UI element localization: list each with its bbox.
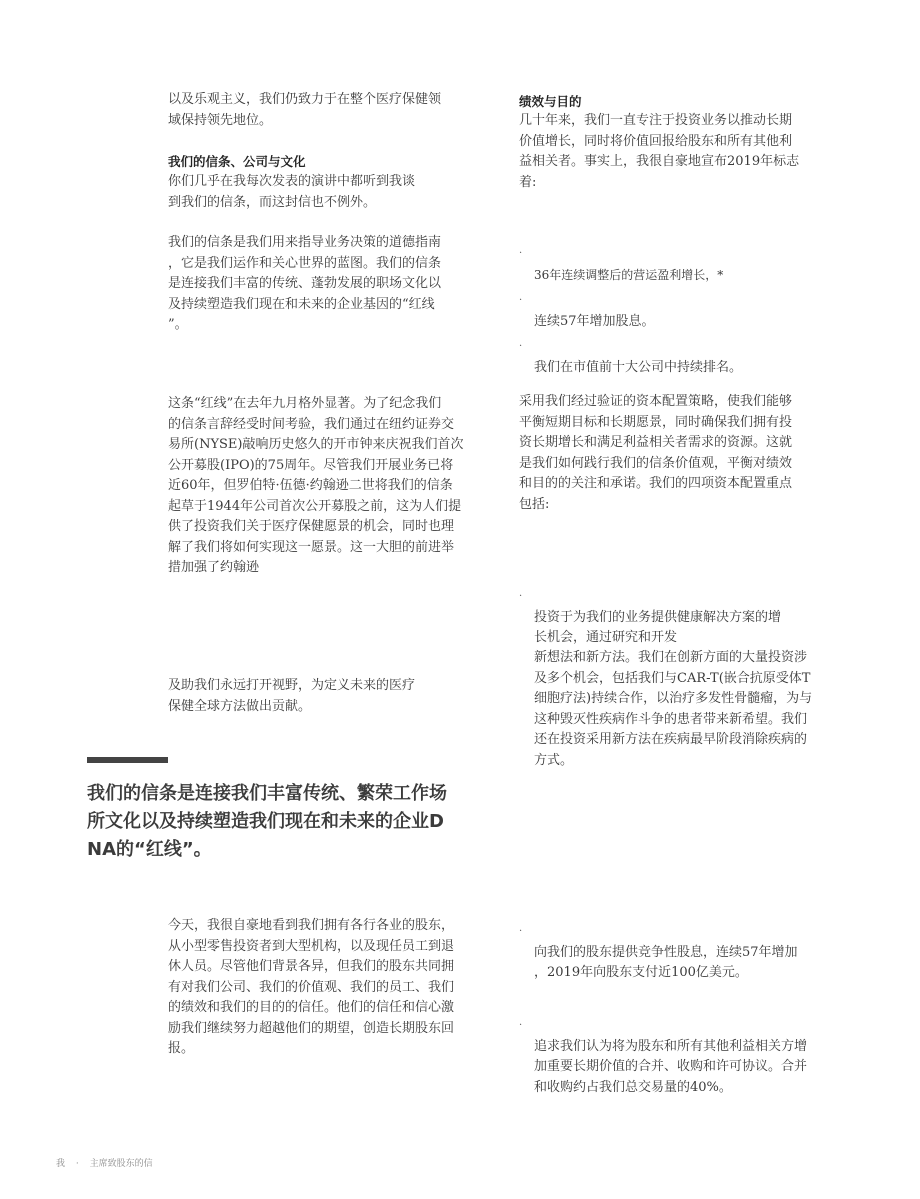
- pull-quote: 我们的信条是连接我们丰富传统、繁荣工作场 所文化以及持续塑造我们现在和未来的企业D NA的“红线”。: [87, 783, 447, 860]
- footer-section-title: 主席致股东的信: [89, 1159, 153, 1169]
- intro-paragraph: 以及乐观主义，我们仍致力于在整个医疗保健领 域保持领先地位。: [168, 92, 442, 128]
- shareholders-paragraph: 今天，我很自豪地看到我们拥有各行各业的股东， 从小型零售投资者到大型机构，以及现任员工到退 休人员。尽管他们背景各异，但我们的股东共同拥 有对我们公司、我们的价值观、我们的员工、我们 的绩效和我们的目的的信任。他们的信任和信心激 励我们继续努力超越他们的期望，创造长期股东回 报。: [168, 918, 455, 1056]
- bullet-icon: ·: [519, 295, 523, 306]
- pull-quote-rule: [87, 757, 168, 763]
- red-line-paragraph: 这条“红线”在去年九月格外显著。为了纪念我们 的信条言辞经受时间考验，我们通过在纽约证券交 易所(NYSE)敲响历史悠久的开市钟来庆祝我们首次 公开募股(IPO)的75周年。尽管我们开展业务已将 近60年，但罗伯特·伍德·约翰逊二世将我们的信条 起草于1944年公司首次公开募股之前，这为人们提 供了投资我们关于医疗保健愿景的机会，同时也理 解了我们将如何实现这一愿景。这一大胆的前进举 措加强了约翰逊: [168, 396, 464, 575]
- credo-heading: 我们的信条、公司与文化: [168, 154, 306, 169]
- footer-page-marker: 我: [56, 1159, 66, 1169]
- bullet-icon: ·: [519, 341, 523, 352]
- bullet-icon: ·: [519, 1020, 523, 1031]
- list-item-text: 投资于为我们的业务提供健康解决方案的增 长机会，通过研究和开发: [534, 609, 782, 645]
- bullet-icon: ·: [519, 926, 523, 937]
- credo-paragraph-1: 你们几乎在我每次发表的演讲中都听到我谈 到我们的信条，而这封信也不例外。: [168, 174, 416, 210]
- list-item: [519, 291, 655, 332]
- page-footer: [56, 1156, 161, 1169]
- footer-separator: ·: [75, 1159, 79, 1169]
- list-item-text: 追求我们认为将为股东和所有其他利益相关方增 加重要长期价值的合并、收购和许可协议。合并 和收购约占我们总交易量的40%。: [534, 1038, 808, 1095]
- bullet-icon: ·: [519, 591, 523, 602]
- bullet-icon: ·: [519, 248, 523, 259]
- list-item-text: 36年连续调整后的营运盈利增长，*: [534, 267, 724, 282]
- performance-paragraph: 几十年来，我们一直专注于投资业务以推动长期 价值增长，同时将价值回报给股东和所有其他利 益相关者。事实上，我很自豪地宣布2019年标志 着:: [519, 113, 800, 190]
- credo-paragraph-2: 我们的信条是我们用来指导业务决策的道德指南 ，它是我们运作和关心世界的蓝图。我们的信条 是连接我们丰富的传统、蓬勃发展的职场文化以 及持续塑造我们现在和未来的企业基因的“红线 ”。: [168, 235, 442, 332]
- horizon-paragraph: 及助我们永远打开视野，为定义未来的医疗 保健全球方法做出贡献。: [168, 678, 416, 714]
- list-item: [519, 587, 781, 649]
- list-item-text: 我们在市值前十大公司中持续排名。: [534, 359, 743, 375]
- performance-heading: 绩效与目的: [519, 94, 582, 109]
- list-item: [519, 337, 742, 378]
- list-item-text: 向我们的股东提供竞争性股息，连续57年增加 ，2019年向股东支付近100亿美元。: [534, 944, 798, 980]
- list-item: [519, 1016, 807, 1098]
- list-item: [519, 922, 798, 984]
- list-item-text: 连续57年增加股息。: [534, 313, 655, 329]
- list-item-continuation: 新想法和新方法。我们在创新方面的大量投资涉 及多个机会，包括我们与CAR-T(嵌合抗原受体T 细胞疗法)持续合作，以治疗多发性骨髓瘤，为与 这种毁灭性疾病作斗争的患者带来新希望。我们 还在投资采用新方法在疾病最早阶段消除疾病的 方式。: [534, 650, 813, 768]
- list-item: [519, 244, 723, 285]
- capital-allocation-paragraph: 采用我们经过验证的资本配置策略，使我们能够 平衡短期目标和长期愿景，同时确保我们拥有投 资长期增长和满足利益相关者需求的资源。这就 是我们如何践行我们的信条价值观，平衡对绩效 和目的的关注和承诺。我们的四项资本配置重点 包括:: [519, 394, 793, 512]
